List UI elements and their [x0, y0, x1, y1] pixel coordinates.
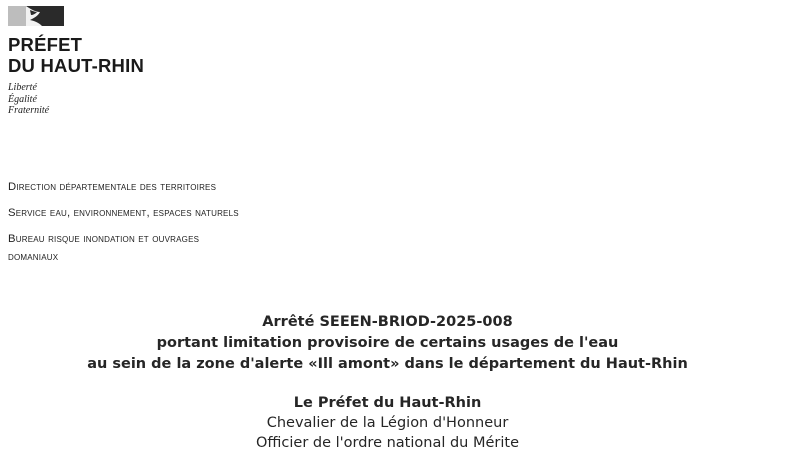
- motto-fraternite: Fraternité: [8, 105, 50, 116]
- arrete-number: Arrêté SEEEN-BRIOD-2025-008: [262, 314, 513, 330]
- bureau-label-line1: Bureau risque inondation et ouvrages: [8, 233, 200, 245]
- prefet-title: Le Préfet du Haut-Rhin: [293, 395, 482, 411]
- marianne-flag-icon: [8, 6, 64, 26]
- prefecture-title-line1: PRÉFET: [8, 34, 83, 55]
- prefecture-title-line2: DU HAUT-RHIN: [8, 55, 145, 76]
- service-label: Service eau, environnement, espaces naturels: [8, 207, 239, 219]
- prefet-block: [0, 393, 775, 453]
- prefet-distinction-merite: Officier de l'ordre national du Mérite: [255, 435, 520, 451]
- republic-motto: [8, 82, 49, 117]
- prefecture-title: [8, 34, 144, 76]
- arrete-subject-line1: portant limitation provisoire de certains usages de l'eau: [156, 335, 619, 351]
- bureau-label-line2: domaniaux: [8, 251, 59, 263]
- arrete-subject-line2: au sein de la zone d'alerte «Ill amont» dans le département du Haut-Rhin: [87, 356, 688, 372]
- prefet-distinction-legion: Chevalier de la Légion d'Honneur: [266, 415, 509, 431]
- arrete-heading: [0, 312, 775, 375]
- direction-label: Direction départementale des territoires: [8, 181, 217, 193]
- motto-egalite: Égalité: [8, 93, 37, 105]
- motto-liberte: Liberté: [8, 82, 37, 93]
